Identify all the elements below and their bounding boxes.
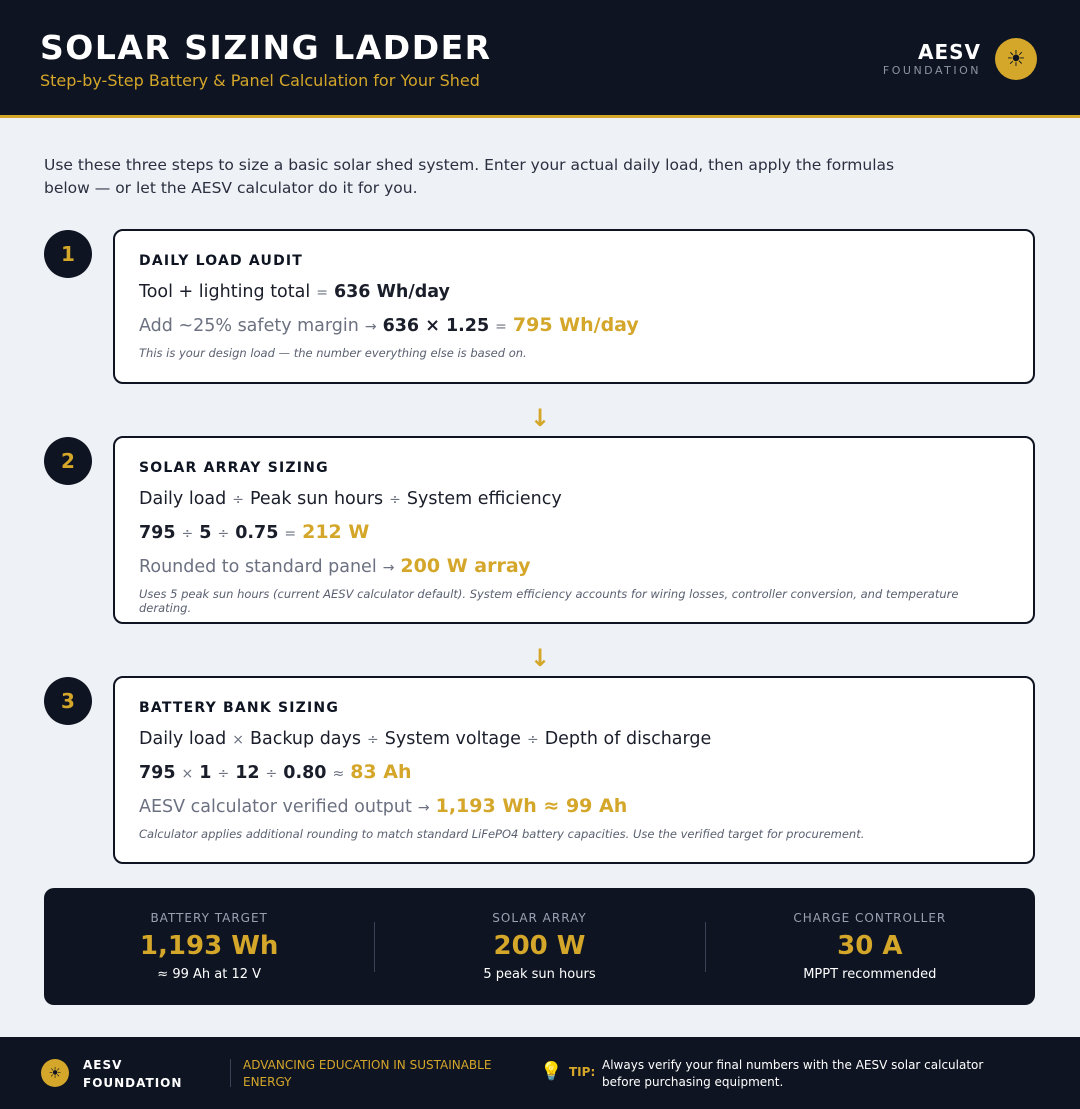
divide-operator: ÷ [389, 492, 401, 508]
step-card-solar-array [113, 436, 1035, 624]
stat-label: BATTERY TARGET [150, 911, 268, 925]
step-number-1: 1 [44, 230, 92, 278]
footer-brand [83, 1056, 182, 1092]
summary-panel [44, 888, 1035, 1005]
divide-operator: ÷ [217, 526, 230, 542]
stat-label: CHARGE CONTROLLER [793, 911, 947, 925]
sun-icon: ☀ [41, 1059, 69, 1087]
divide-operator: ÷ [367, 732, 379, 748]
sun-icon: ☀ [995, 38, 1037, 80]
number-term: 795 [139, 763, 176, 783]
step-note: Uses 5 peak sun hours (current AESV calculator default). System efficiency accounts for wiring losses, controller conversion, and temperature derating. [139, 587, 959, 615]
number-term: 5 [199, 523, 212, 543]
safety-margin-line [139, 314, 1009, 338]
verified-result: 1,193 Wh ≈ 99 Ah [435, 795, 628, 817]
array-numbers-line [139, 521, 1009, 545]
multiply-operator: × [232, 732, 244, 748]
stat-subtext: 5 peak sun hours [483, 967, 596, 982]
formula-term: Daily load [139, 729, 227, 749]
divide-operator: ÷ [232, 492, 244, 508]
battery-formula-line [139, 728, 1009, 751]
page-header [0, 0, 1080, 118]
brand-logo [883, 38, 1037, 80]
tip-text: Always verify your final numbers with the AESV solar calculator before purchasing equipment. [602, 1058, 984, 1089]
divide-operator: ÷ [526, 732, 539, 748]
approx-operator: ≈ [332, 766, 345, 782]
load-total-value: 636 Wh/day [333, 282, 450, 302]
stat-charge-controller [705, 888, 1035, 1005]
stat-value: 30 A [837, 931, 903, 961]
stat-subtext: ≈ 99 Ah at 12 V [157, 967, 262, 982]
verified-label: AESV calculator verified output [139, 797, 412, 817]
step-note: This is your design load — the number everything else is based on. [139, 346, 527, 360]
number-term: 0.80 [283, 763, 327, 783]
footer-brand-sub: FOUNDATION [83, 1076, 183, 1090]
arrow-operator: → [382, 560, 395, 576]
brand-text [883, 40, 981, 78]
divide-operator: ÷ [181, 526, 194, 542]
verified-output-line [139, 795, 1009, 819]
page-subtitle: Step-by-Step Battery & Panel Calculation for Your Shed [40, 71, 480, 90]
footer-tagline: ADVANCING EDUCATION IN SUSTAINABLE ENERGY [243, 1058, 492, 1089]
flow-arrow-down-icon: ↓ [529, 404, 551, 432]
number-term: 12 [235, 763, 260, 783]
formula-term: Peak sun hours [249, 489, 384, 509]
footer-brand-name: AESV [83, 1058, 123, 1072]
divide-operator: ÷ [265, 766, 278, 782]
safety-margin-expression: 636 × 1.25 [382, 316, 490, 336]
equals-operator: = [284, 526, 297, 542]
array-formula-line [139, 488, 1009, 511]
stat-value: 1,193 Wh [139, 931, 279, 961]
step-card-battery-bank [113, 676, 1035, 864]
battery-result: 83 Ah [350, 761, 412, 783]
page-title: SOLAR SIZING LADDER [40, 28, 492, 67]
formula-term: Daily load [139, 489, 227, 509]
tip-label: TIP: [569, 1065, 596, 1079]
stat-battery-target [44, 888, 374, 1005]
step-title: DAILY LOAD AUDIT [139, 253, 304, 269]
equals-operator: = [316, 285, 328, 301]
equals-operator: = [495, 319, 507, 335]
divide-operator: ÷ [217, 766, 230, 782]
step-note: Calculator applies additional rounding to match standard LiFePO4 battery capacities. Use the verified target for procurement. [139, 827, 865, 841]
arrow-operator: → [364, 319, 377, 335]
rounded-array-result: 200 W array [400, 555, 531, 577]
safety-margin-label: Add ~25% safety margin [139, 316, 359, 336]
rounded-array-line [139, 555, 1009, 579]
multiply-operator: × [181, 766, 194, 782]
formula-term: Backup days [249, 729, 361, 749]
number-term: 0.75 [235, 523, 279, 543]
step-number-2: 2 [44, 437, 92, 485]
step-title: SOLAR ARRAY SIZING [139, 460, 329, 476]
arrow-operator: → [417, 800, 430, 816]
step-card-daily-load [113, 229, 1035, 384]
intro-text: Use these three steps to size a basic solar shed system. Enter your actual daily load, then apply the formulas below — or let the AESV calculator do it for you. [44, 156, 895, 197]
rounded-label: Rounded to standard panel [139, 557, 377, 577]
array-result: 212 W [302, 521, 370, 543]
number-term: 1 [199, 763, 212, 783]
load-total-label: Tool + lighting total [139, 282, 311, 302]
brand-name: AESV [917, 40, 981, 64]
lightbulb-icon: 💡 [540, 1061, 563, 1082]
brand-subtitle: FOUNDATION [882, 64, 981, 77]
number-term: 795 [139, 523, 176, 543]
design-load-result: 795 Wh/day [512, 314, 639, 336]
battery-numbers-line [139, 761, 1009, 785]
formula-term: System voltage [384, 729, 521, 749]
stat-subtext: MPPT recommended [803, 967, 937, 982]
footer-divider [230, 1059, 231, 1087]
stat-solar-array [374, 888, 704, 1005]
stat-label: SOLAR ARRAY [492, 911, 587, 925]
flow-arrow-down-icon: ↓ [529, 644, 551, 672]
step-number-3: 3 [44, 677, 92, 725]
stat-value: 200 W [493, 931, 586, 961]
formula-term: System efficiency [406, 489, 562, 509]
load-total-line [139, 281, 1009, 304]
step-title: BATTERY BANK SIZING [139, 700, 340, 716]
page-footer [0, 1037, 1080, 1109]
formula-term: Depth of discharge [544, 729, 712, 749]
